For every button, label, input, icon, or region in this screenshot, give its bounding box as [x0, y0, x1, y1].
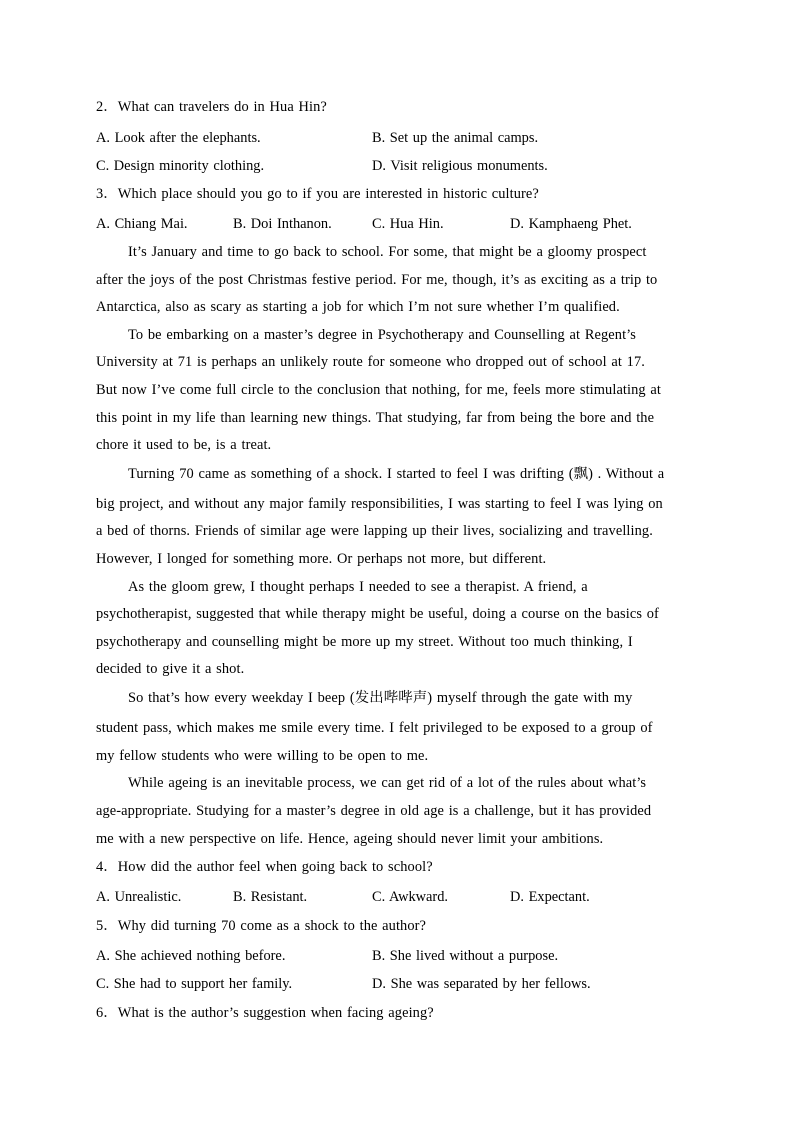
question-5-stem: 5．Why did turning 70 come as a shock to the author? [96, 918, 427, 934]
question-2-option-b: B. Set up the animal camps. [372, 130, 539, 146]
passage-p3-line-3: a bed of thorns. Friends of similar age were lapping up their lives, socializing and travelling. [96, 523, 653, 539]
question-2-stem: 2．What can travelers do in Hua Hin? [96, 99, 327, 115]
passage-p3-line-4: However, I longed for something more. Or perhaps not more, but different. [96, 551, 547, 567]
passage-p4-line-2: psychotherapist, suggested that while therapy might be useful, doing a course on the basics of [96, 606, 659, 622]
question-5-option-c: C. She had to support her family. [96, 976, 293, 992]
question-2-option-a: A. Look after the elephants. [96, 130, 261, 146]
question-4-option-c: C. Awkward. [372, 889, 449, 905]
passage-p5-line-3: my fellow students who were willing to be open to me. [96, 748, 429, 764]
passage-p2-line-1: To be embarking on a master’s degree in Psychotherapy and Counselling at Regent’s [128, 327, 636, 343]
passage-p1-line-3: Antarctica, also as scary as starting a job for which I’m not sure whether I’m qualified. [96, 299, 620, 315]
passage-p6-line-3: me with a new perspective on life. Hence, ageing should never limit your ambitions. [96, 831, 604, 847]
question-5-option-b: B. She lived without a purpose. [372, 948, 559, 964]
question-3-option-d: D. Kamphaeng Phet. [510, 216, 632, 232]
passage-p2-line-3: But now I’ve come full circle to the conclusion that nothing, for me, feels more stimulating at [96, 382, 662, 398]
question-3-option-c: C. Hua Hin. [372, 216, 444, 232]
passage-p2-line-4: this point in my life than learning new things. That studying, far from being the bore and the [96, 410, 655, 426]
passage-p5-line-1: So that’s how every weekday I beep (发出哔哔声) myself through the gate with my [128, 690, 633, 706]
question-4-stem: 4．How did the author feel when going back to school? [96, 859, 433, 875]
passage-p4-line-1: As the gloom grew, I thought perhaps I needed to see a therapist. A friend, a [128, 579, 588, 595]
passage-p6-line-1: While ageing is an inevitable process, we can get rid of a lot of the rules about what’s [128, 775, 647, 791]
question-5-option-d: D. She was separated by her fellows. [372, 976, 591, 992]
passage-p3-line-1: Turning 70 came as something of a shock. I started to feel I was drifting (飘) . Without a [128, 466, 665, 482]
question-3-option-b: B. Doi Inthanon. [233, 216, 332, 232]
question-2-option-d: D. Visit religious monuments. [372, 158, 548, 174]
passage-p5-line-2: student pass, which makes me smile every time. I felt privileged to be exposed to a group of [96, 720, 653, 736]
passage-p2-line-2: University at 71 is perhaps an unlikely route for someone who dropped out of school at 17. [96, 354, 645, 370]
question-2-option-c: C. Design minority clothing. [96, 158, 265, 174]
question-4-option-d: D. Expectant. [510, 889, 590, 905]
question-3-option-a: A. Chiang Mai. [96, 216, 188, 232]
question-4-option-a: A. Unrealistic. [96, 889, 182, 905]
passage-p1-line-2: after the joys of the post Christmas festive period. For me, though, it’s as exciting as a trip to [96, 272, 658, 288]
passage-p1-line-1: It’s January and time to go back to school. For some, that might be a gloomy prospect [128, 244, 647, 260]
passage-p3-line-2: big project, and without any major family responsibilities, I was starting to feel I was lying on [96, 496, 663, 512]
passage-p6-line-2: age-appropriate. Studying for a master’s degree in old age is a challenge, but it has provided [96, 803, 652, 819]
question-6-stem: 6．What is the author’s suggestion when facing ageing? [96, 1005, 434, 1021]
question-5-option-a: A. She achieved nothing before. [96, 948, 286, 964]
question-3-stem: 3．Which place should you go to if you are interested in historic culture? [96, 186, 539, 202]
passage-p4-line-3: psychotherapy and counselling might be more up my street. Without too much thinking, I [96, 634, 633, 650]
passage-p2-line-5: chore it used to be, is a treat. [96, 437, 272, 453]
passage-p4-line-4: decided to give it a shot. [96, 661, 245, 677]
question-4-option-b: B. Resistant. [233, 889, 308, 905]
